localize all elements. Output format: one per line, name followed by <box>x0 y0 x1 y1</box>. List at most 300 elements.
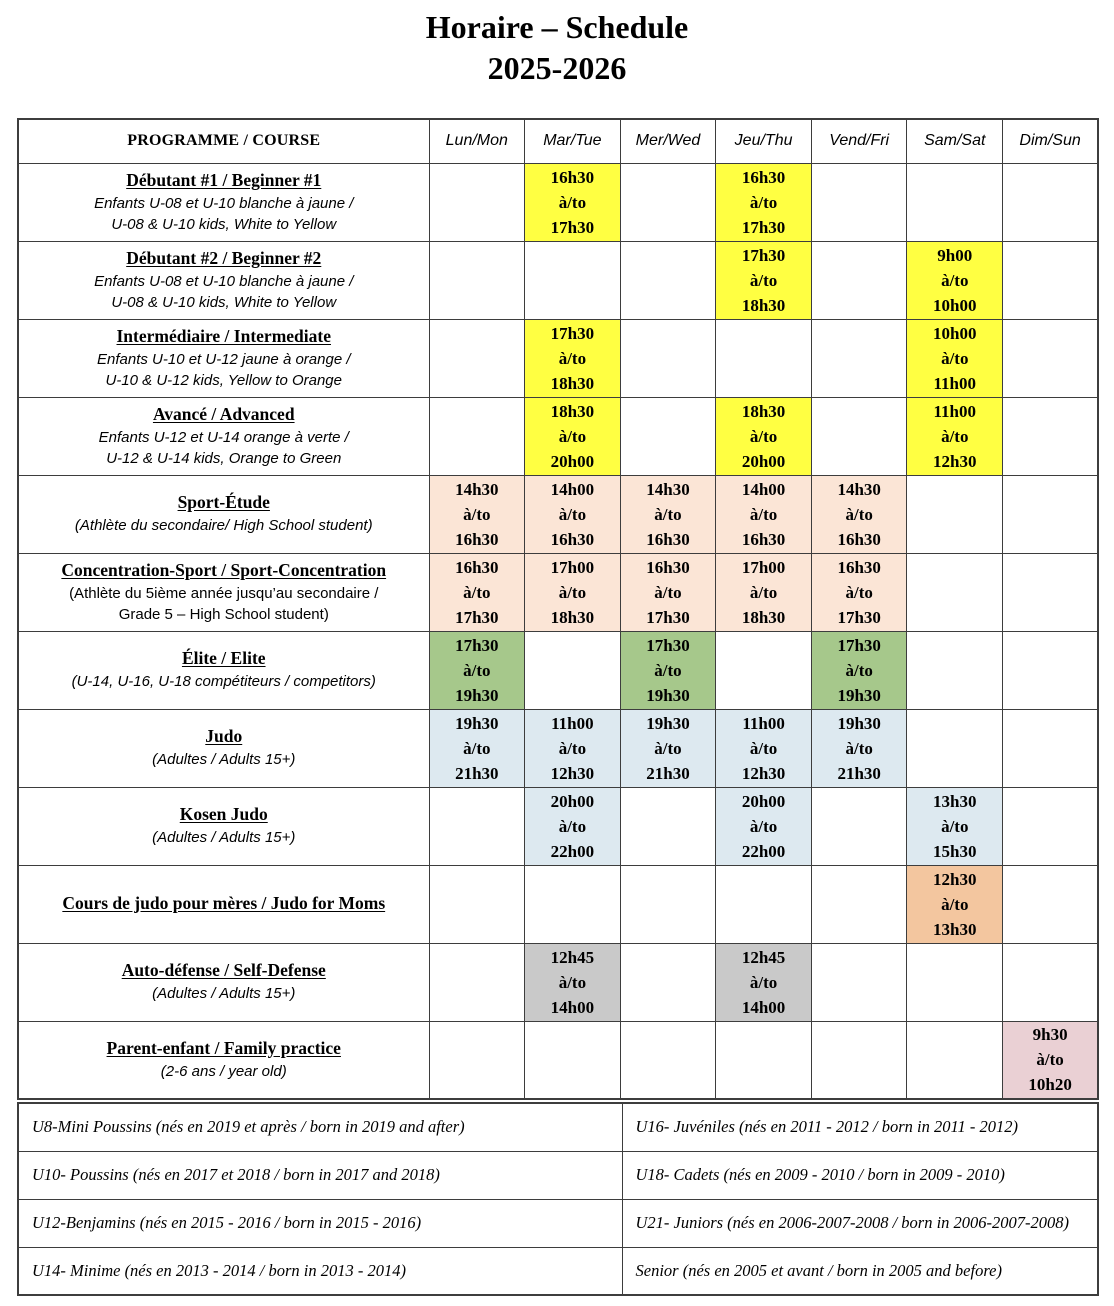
legend-row <box>18 1103 1098 1151</box>
program-subtitle: (Adultes / Adults 15+) <box>152 985 296 1002</box>
slot-line: 9h30 <box>1032 1025 1068 1045</box>
slot-line: 9h00 <box>937 245 973 265</box>
empty-cell <box>429 163 525 241</box>
slot-line: 22h00 <box>741 841 786 861</box>
slot-line: à/to <box>749 972 778 992</box>
program-subtitle: U-12 & U-14 kids, Orange to Green <box>106 449 342 467</box>
empty-cell <box>907 553 1003 631</box>
slot-line: 14h30 <box>837 479 881 499</box>
empty-cell <box>620 787 716 865</box>
empty-cell <box>429 787 525 865</box>
slot-cell-elite <box>429 631 525 709</box>
program-subtitle: Enfants U-08 et U-10 blanche à jaune / <box>94 272 354 290</box>
program-cell <box>18 163 429 241</box>
slot-line: 16h30 <box>837 529 881 549</box>
slot-line: à/to <box>463 660 491 680</box>
legend-row <box>18 1199 1098 1247</box>
slot-line: 16h30 <box>646 529 690 549</box>
empty-cell <box>1003 553 1099 631</box>
slot-line: à/to <box>845 504 873 524</box>
empty-cell <box>1003 475 1099 553</box>
empty-cell <box>716 319 812 397</box>
empty-cell <box>1003 319 1099 397</box>
slot-line: à/to <box>749 270 778 290</box>
program-title: Sport-Étude <box>177 492 270 512</box>
slot-times <box>909 867 1000 942</box>
program-subtitle: (Athlète du secondaire/ High School student) <box>74 517 373 534</box>
table-row-beginner-2 <box>18 241 1098 319</box>
empty-cell <box>1003 709 1099 787</box>
empty-cell <box>811 397 907 475</box>
slot-line: 18h30 <box>741 295 786 315</box>
slot-cell-elite <box>811 631 907 709</box>
slot-cell-concentration-sport <box>525 553 621 631</box>
legend-cell-right: U21- Juniors (nés en 2006-2007-2008 / born in 2006-2007-2008) <box>622 1199 1098 1247</box>
slot-times <box>909 243 1000 318</box>
slot-line: 18h30 <box>550 373 595 393</box>
program-title: Intermédiaire / Intermediate <box>116 325 331 346</box>
slot-line: 12h30 <box>550 763 595 783</box>
slot-line: à/to <box>941 894 969 914</box>
slot-times <box>527 789 618 864</box>
slot-line: 14h00 <box>741 997 786 1017</box>
col-header-programme: PROGRAMME / COURSE <box>18 119 429 163</box>
slot-line: 17h30 <box>741 245 786 265</box>
slot-line: 20h00 <box>741 791 786 811</box>
program-subtitle: (Athlète du 5ième année jusqu’au secondaire / <box>69 584 379 602</box>
slot-times <box>718 477 809 552</box>
table-row-elite <box>18 631 1098 709</box>
schedule-header <box>18 119 1098 163</box>
slot-line: 20h00 <box>741 451 786 471</box>
slot-cell-judo <box>429 709 525 787</box>
empty-cell <box>907 475 1003 553</box>
program-subtitle: U-08 & U-10 kids, White to Yellow <box>111 293 337 311</box>
slot-line: 12h45 <box>550 947 595 967</box>
col-header-wed: Mer/Wed <box>620 119 716 163</box>
legend-cell-left: U8-Mini Poussins (nés en 2019 et après / born in 2019 and after) <box>18 1103 622 1151</box>
slot-cell-sport-etude <box>620 475 716 553</box>
empty-cell <box>811 241 907 319</box>
slot-cell-advanced <box>716 397 812 475</box>
slot-line: 14h00 <box>741 479 786 499</box>
slot-times <box>527 711 618 786</box>
slot-times <box>623 711 714 786</box>
slot-line: à/to <box>941 426 969 446</box>
slot-line: 17h30 <box>455 635 499 655</box>
slot-line: 17h30 <box>550 323 595 343</box>
slot-cell-judo-for-moms <box>907 865 1003 943</box>
slot-times <box>909 789 1000 864</box>
empty-cell <box>907 1021 1003 1099</box>
slot-cell-judo <box>716 709 812 787</box>
empty-cell <box>525 631 621 709</box>
slot-times <box>623 633 714 708</box>
legend-row <box>18 1151 1098 1199</box>
program-subtitle: Enfants U-10 et U-12 jaune à orange / <box>97 350 351 368</box>
program-subtitle: (U-14, U-16, U-18 compétiteurs / competitors) <box>71 673 376 690</box>
program-cell <box>18 865 429 943</box>
slot-times <box>718 711 809 786</box>
empty-cell <box>1003 865 1099 943</box>
program-title: Cours de judo pour mères / Judo for Moms <box>62 892 386 913</box>
slot-times <box>432 633 523 708</box>
empty-cell <box>429 319 525 397</box>
slot-cell-concentration-sport <box>811 553 907 631</box>
slot-line: 16h30 <box>741 529 786 549</box>
slot-line: à/to <box>941 270 969 290</box>
slot-line: à/to <box>845 660 873 680</box>
slot-cell-self-defense <box>716 943 812 1021</box>
slot-line: 19h30 <box>646 713 690 733</box>
empty-cell <box>525 241 621 319</box>
col-header-tue: Mar/Tue <box>525 119 621 163</box>
slot-line: 16h30 <box>646 557 690 577</box>
table-row-kosen-judo <box>18 787 1098 865</box>
table-row-judo-for-moms <box>18 865 1098 943</box>
empty-cell <box>907 163 1003 241</box>
slot-line: à/to <box>749 504 778 524</box>
legend-cell-left: U12-Benjamins (nés en 2015 - 2016 / born in 2015 - 2016) <box>18 1199 622 1247</box>
slot-line: 18h30 <box>741 401 786 421</box>
page-title <box>0 0 1114 89</box>
empty-cell <box>525 1021 621 1099</box>
program-title: Avancé / Advanced <box>152 403 295 424</box>
slot-line: 13h30 <box>933 791 977 811</box>
slot-line: 18h30 <box>550 607 595 627</box>
legend-row <box>18 1247 1098 1295</box>
legend-cell-left: U14- Minime (nés en 2013 - 2014 / born in 2013 - 2014) <box>18 1247 622 1295</box>
slot-line: à/to <box>558 582 587 602</box>
slot-cell-kosen-judo <box>716 787 812 865</box>
slot-line: à/to <box>463 582 491 602</box>
slot-line: 17h30 <box>837 607 881 627</box>
program-cell <box>18 397 429 475</box>
slot-line: 12h30 <box>741 763 786 783</box>
slot-line: 18h30 <box>550 401 595 421</box>
slot-line: 16h30 <box>455 557 499 577</box>
slot-cell-sport-etude <box>525 475 621 553</box>
slot-cell-self-defense <box>525 943 621 1021</box>
empty-cell <box>1003 943 1099 1021</box>
program-cell <box>18 241 429 319</box>
program-title: Kosen Judo <box>179 804 268 824</box>
slot-cell-concentration-sport <box>620 553 716 631</box>
empty-cell <box>1003 787 1099 865</box>
slot-cell-judo <box>620 709 716 787</box>
slot-times <box>718 165 809 240</box>
program-subtitle: U-08 & U-10 kids, White to Yellow <box>111 215 337 233</box>
slot-line: à/to <box>558 816 587 836</box>
program-subtitle: U-10 & U-12 kids, Yellow to Orange <box>105 371 342 389</box>
empty-cell <box>620 241 716 319</box>
slot-line: 16h30 <box>837 557 881 577</box>
table-row-beginner-1 <box>18 163 1098 241</box>
program-title: Parent-enfant / Family practice <box>106 1037 341 1058</box>
slot-cell-kosen-judo <box>907 787 1003 865</box>
program-cell <box>18 787 429 865</box>
empty-cell <box>907 631 1003 709</box>
slot-cell-intermediate <box>525 319 621 397</box>
slot-line: 12h30 <box>933 451 977 471</box>
slot-line: 12h30 <box>933 869 977 889</box>
empty-cell <box>716 1021 812 1099</box>
program-subtitle: (Adultes / Adults 15+) <box>152 751 296 768</box>
empty-cell <box>716 631 812 709</box>
slot-cell-beginner-1 <box>525 163 621 241</box>
slot-line: 21h30 <box>646 763 690 783</box>
slot-line: à/to <box>845 582 873 602</box>
slot-cell-beginner-2 <box>907 241 1003 319</box>
slot-line: 20h00 <box>550 791 595 811</box>
empty-cell <box>907 943 1003 1021</box>
slot-cell-judo <box>525 709 621 787</box>
slot-cell-beginner-2 <box>716 241 812 319</box>
slot-line: 17h30 <box>455 607 499 627</box>
program-cell <box>18 943 429 1021</box>
slot-line: 14h00 <box>550 479 595 499</box>
slot-line: à/to <box>941 348 969 368</box>
slot-line: 11h00 <box>933 401 977 421</box>
program-subtitle: (Adultes / Adults 15+) <box>152 829 296 846</box>
program-cell <box>18 553 429 631</box>
col-header-sat: Sam/Sat <box>907 119 1003 163</box>
slot-times <box>432 555 523 630</box>
program-subtitle: Grade 5 – High School student) <box>118 605 329 623</box>
legend-cell-left: U10- Poussins (nés en 2017 et 2018 / born in 2017 and 2018) <box>18 1151 622 1199</box>
table-row-concentration-sport <box>18 553 1098 631</box>
slot-line: 14h30 <box>646 479 690 499</box>
page-title-line2: 2025-2026 <box>487 50 627 86</box>
slot-times <box>718 399 809 474</box>
program-subtitle: Enfants U-12 et U-14 orange à verte / <box>98 428 349 446</box>
col-header-mon: Lun/Mon <box>429 119 525 163</box>
slot-line: 17h30 <box>741 217 786 237</box>
program-title: Judo <box>205 726 243 746</box>
slot-line: à/to <box>463 738 491 758</box>
empty-cell <box>429 397 525 475</box>
slot-times <box>527 555 618 630</box>
slot-line: 10h00 <box>933 323 977 343</box>
header-row <box>18 119 1098 163</box>
slot-cell-sport-etude <box>429 475 525 553</box>
slot-times <box>814 555 905 630</box>
empty-cell <box>811 787 907 865</box>
empty-cell <box>1003 397 1099 475</box>
slot-line: 11h00 <box>551 713 594 733</box>
slot-line: 20h00 <box>550 451 595 471</box>
empty-cell <box>811 943 907 1021</box>
slot-line: 14h00 <box>550 997 595 1017</box>
slot-line: 11h00 <box>933 373 977 393</box>
slot-line: 17h30 <box>646 635 690 655</box>
slot-line: à/to <box>654 660 682 680</box>
legend-cell-right: U16- Juvéniles (nés en 2011 - 2012 / born in 2011 - 2012) <box>622 1103 1098 1151</box>
slot-line: 14h30 <box>455 479 499 499</box>
slot-line: à/to <box>558 348 587 368</box>
empty-cell <box>811 163 907 241</box>
slot-line: 11h00 <box>742 713 785 733</box>
empty-cell <box>907 709 1003 787</box>
slot-line: 22h00 <box>550 841 595 861</box>
program-cell <box>18 475 429 553</box>
slot-cell-judo <box>811 709 907 787</box>
slot-line: 16h30 <box>741 167 786 187</box>
empty-cell <box>811 1021 907 1099</box>
slot-cell-sport-etude <box>811 475 907 553</box>
legend-cell-right: U18- Cadets (nés en 2009 - 2010 / born in 2009 - 2010) <box>622 1151 1098 1199</box>
empty-cell <box>1003 163 1099 241</box>
empty-cell <box>429 865 525 943</box>
schedule-table <box>17 118 1099 1100</box>
empty-cell <box>620 397 716 475</box>
program-title: Élite / Elite <box>181 648 266 668</box>
empty-cell <box>1003 631 1099 709</box>
table-row-family-practice <box>18 1021 1098 1099</box>
table-row-self-defense <box>18 943 1098 1021</box>
empty-cell <box>716 865 812 943</box>
slot-line: 19h30 <box>646 685 690 705</box>
slot-times <box>527 165 618 240</box>
empty-cell <box>811 319 907 397</box>
legend-table <box>17 1102 1099 1296</box>
slot-times <box>718 789 809 864</box>
slot-cell-family-practice <box>1003 1021 1099 1099</box>
slot-times <box>527 321 618 396</box>
slot-line: à/to <box>558 504 587 524</box>
empty-cell <box>620 1021 716 1099</box>
slot-line: à/to <box>463 504 491 524</box>
slot-line: 19h30 <box>837 685 881 705</box>
slot-line: à/to <box>749 192 778 212</box>
slot-line: 19h30 <box>837 713 881 733</box>
empty-cell <box>429 943 525 1021</box>
slot-line: 16h30 <box>455 529 499 549</box>
slot-line: 16h30 <box>550 529 595 549</box>
slot-line: 21h30 <box>455 763 499 783</box>
slot-line: 12h45 <box>741 947 786 967</box>
slot-line: 13h30 <box>933 919 977 939</box>
empty-cell <box>620 163 716 241</box>
slot-line: 15h30 <box>933 841 977 861</box>
program-subtitle: (2-6 ans / year old) <box>160 1062 287 1080</box>
program-title: Débutant #1 / Beginner #1 <box>126 169 322 190</box>
slot-line: à/to <box>749 816 778 836</box>
slot-line: 17h00 <box>741 557 786 577</box>
slot-line: à/to <box>1036 1050 1064 1070</box>
slot-line: à/to <box>654 582 682 602</box>
program-title: Concentration-Sport / Sport-Concentration <box>61 559 387 580</box>
page-title-line1: Horaire – Schedule <box>425 9 689 45</box>
slot-line: à/to <box>654 504 682 524</box>
slot-line: 18h30 <box>741 607 786 627</box>
slot-line: à/to <box>845 738 873 758</box>
slot-times <box>527 945 618 1020</box>
slot-line: 17h30 <box>646 607 690 627</box>
slot-times <box>432 477 523 552</box>
program-cell <box>18 631 429 709</box>
slot-line: à/to <box>749 738 778 758</box>
slot-line: à/to <box>558 426 587 446</box>
empty-cell <box>620 319 716 397</box>
slot-line: à/to <box>558 972 587 992</box>
program-cell <box>18 1021 429 1099</box>
empty-cell <box>620 865 716 943</box>
slot-times <box>718 243 809 318</box>
empty-cell <box>620 943 716 1021</box>
slot-line: 10h20 <box>1028 1075 1072 1095</box>
slot-line: à/to <box>558 738 587 758</box>
slot-line: à/to <box>558 192 587 212</box>
slot-cell-intermediate <box>907 319 1003 397</box>
empty-cell <box>811 865 907 943</box>
program-title: Auto-défense / Self-Defense <box>121 960 326 980</box>
slot-line: 16h30 <box>550 167 595 187</box>
col-header-sun: Dim/Sun <box>1003 119 1099 163</box>
legend-body <box>18 1103 1098 1295</box>
slot-times <box>623 477 714 552</box>
program-title: Débutant #2 / Beginner #2 <box>126 247 322 268</box>
slot-line: 10h00 <box>933 295 977 315</box>
slot-times <box>527 399 618 474</box>
slot-line: 21h30 <box>837 763 881 783</box>
program-subtitle: Enfants U-08 et U-10 blanche à jaune / <box>94 194 354 212</box>
empty-cell <box>1003 241 1099 319</box>
slot-times <box>432 711 523 786</box>
slot-line: 19h30 <box>455 713 499 733</box>
slot-times <box>909 321 1000 396</box>
table-row-advanced <box>18 397 1098 475</box>
slot-times <box>1005 1022 1095 1097</box>
empty-cell <box>525 865 621 943</box>
slot-times <box>814 711 905 786</box>
slot-line: à/to <box>654 738 682 758</box>
program-cell <box>18 319 429 397</box>
slot-cell-concentration-sport <box>429 553 525 631</box>
table-row-intermediate <box>18 319 1098 397</box>
slot-times <box>623 555 714 630</box>
slot-line: 17h00 <box>550 557 595 577</box>
slot-times <box>814 633 905 708</box>
slot-cell-advanced <box>907 397 1003 475</box>
program-cell <box>18 709 429 787</box>
slot-cell-advanced <box>525 397 621 475</box>
legend-cell-right: Senior (nés en 2005 et avant / born in 2005 and before) <box>622 1247 1098 1295</box>
slot-line: 17h30 <box>837 635 881 655</box>
slot-cell-concentration-sport <box>716 553 812 631</box>
slot-line: 19h30 <box>455 685 499 705</box>
schedule-body <box>18 163 1098 1099</box>
table-row-judo <box>18 709 1098 787</box>
slot-cell-kosen-judo <box>525 787 621 865</box>
slot-line: à/to <box>749 426 778 446</box>
slot-times <box>718 555 809 630</box>
slot-cell-sport-etude <box>716 475 812 553</box>
slot-line: à/to <box>941 816 969 836</box>
slot-cell-elite <box>620 631 716 709</box>
empty-cell <box>429 241 525 319</box>
col-header-fri: Vend/Fri <box>811 119 907 163</box>
slot-line: 17h30 <box>550 217 595 237</box>
col-header-thu: Jeu/Thu <box>716 119 812 163</box>
slot-times <box>814 477 905 552</box>
slot-line: à/to <box>749 582 778 602</box>
table-row-sport-etude <box>18 475 1098 553</box>
slot-times <box>527 477 618 552</box>
empty-cell <box>429 1021 525 1099</box>
slot-cell-beginner-1 <box>716 163 812 241</box>
slot-times <box>718 945 809 1020</box>
